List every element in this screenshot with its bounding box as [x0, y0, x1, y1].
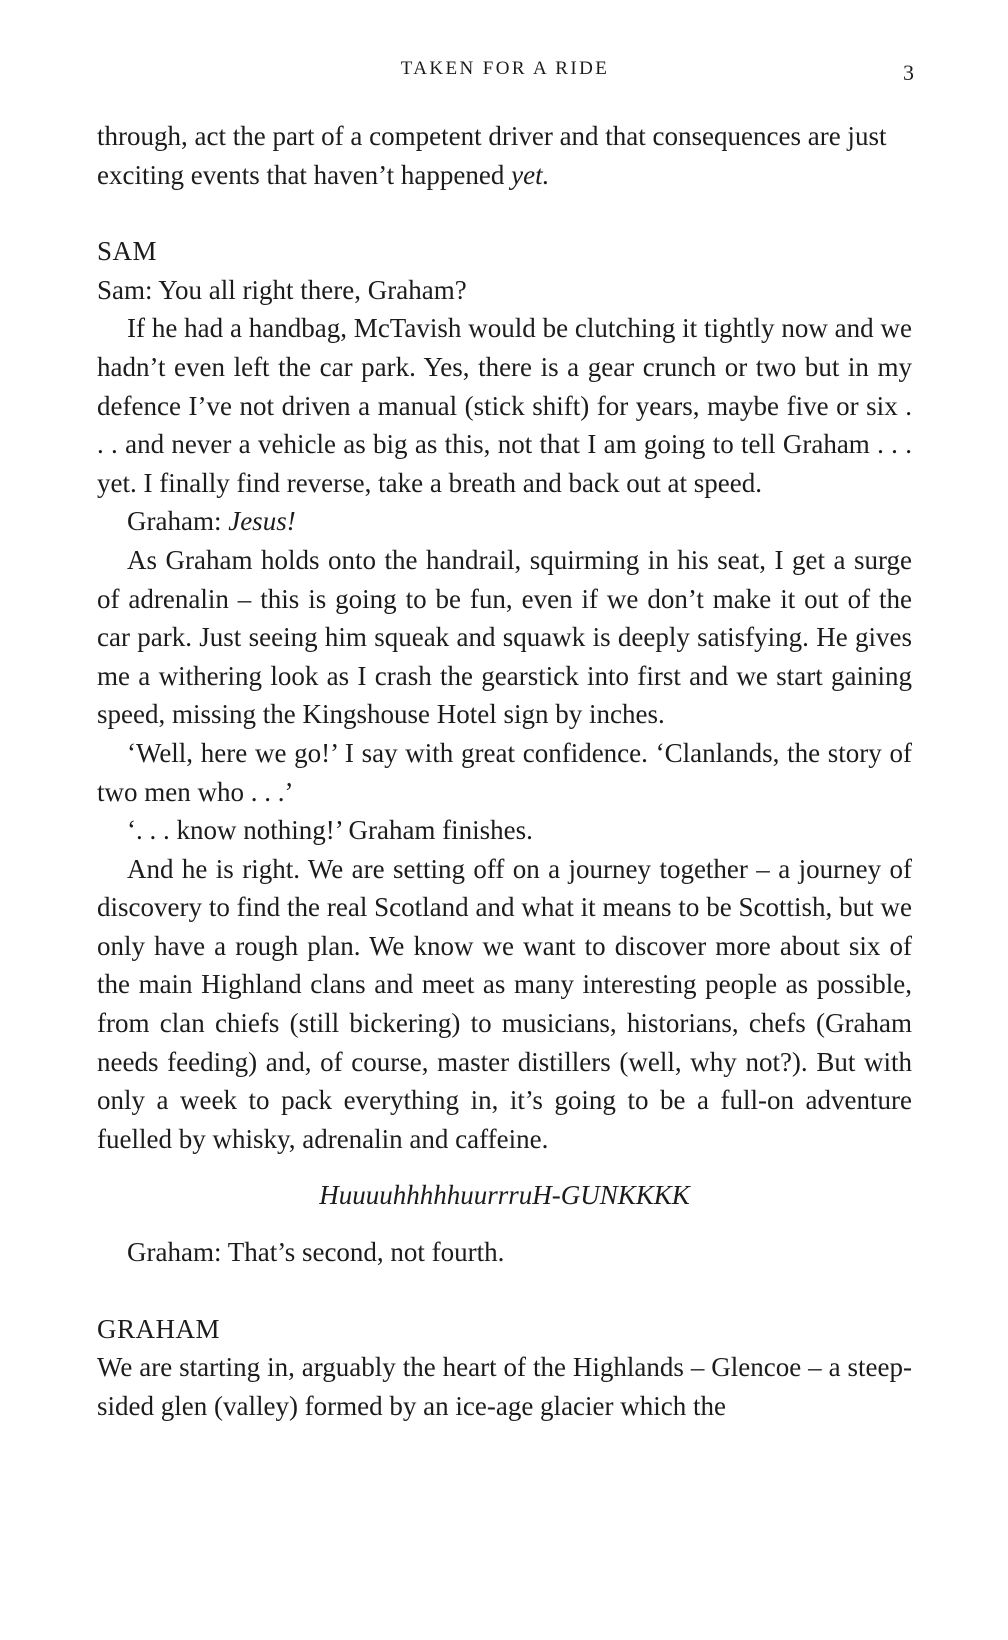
page-number: 3: [903, 60, 914, 85]
dialogue-speaker: Graham:: [127, 506, 229, 537]
opening-italic: yet.: [511, 159, 550, 190]
opening-text: through, act the part of a competent driver and that consequences are just exciting events that haven’t happened: [97, 121, 887, 190]
paragraph: If he had a handbag, McTavish would be clutching it tightly now and we hadn’t even left the car park. Yes, there is a gear crunch or two but in my defence I’ve not driven a manual (stick shift) for years, maybe five or six . . . and never a vehicle as big as this, not that I am going to tell Graham . . . yet. I finally find reverse, take a breath and back out at speed.: [97, 313, 912, 498]
paragraph: And he is right. We are setting off on a journey together – a journey of discovery to find the real Scotland and what it means to be Scottish, but we only have a rough plan. We know we want to discover more about six of the main Highland clans and meet as many interesting people as possible, from clan chiefs (still bickering) to musicians, historians, chefs (Graham needs feeding) and, of course, master distillers (well, why not?). But with only a week to pack everything in, it’s going to be a full-on adventure fuelled by whisky, adrenalin and caffeine.: [97, 853, 912, 1154]
opening-paragraph: [97, 117, 912, 194]
dialogue-line-graham: Graham: That’s second, not fourth.: [127, 1237, 505, 1268]
page-body: [97, 117, 912, 1425]
scene-gap: [97, 1215, 912, 1233]
dialogue-line-sam: Sam: You all right there, Graham?: [97, 274, 467, 305]
closing-paragraph: We are starting in, arguably the heart of the Highlands – Glencoe – a steep-sided glen (valley) formed by an ice-age glacier which the: [97, 1352, 912, 1421]
running-head: [96, 58, 914, 88]
paragraph: ‘. . . know nothing!’ Graham finishes.: [127, 815, 533, 846]
paragraph: ‘Well, here we go!’ I say with great confidence. ‘Clanlands, the story of two men who . . .’: [97, 737, 912, 807]
section-gap: [97, 1272, 912, 1310]
running-title: TAKEN FOR A RIDE: [400, 58, 610, 79]
section-heading-graham: GRAHAM: [97, 1313, 221, 1344]
section-heading-sam: SAM: [97, 236, 158, 267]
section-gap: [97, 194, 912, 232]
sound-effect: HuuuuhhhhhuurrruH-GUNKKKK: [319, 1180, 690, 1211]
paragraph: As Graham holds onto the handrail, squirming in his seat, I get a surge of adrenalin – this is going to be fun, even if we don’t make it out of the car park. Just seeing him squeak and squawk is deeply satisfying. He gives me a withering look as I crash the gearstick into first and we start gaining speed, missing the Kingshouse Hotel sign by inches.: [97, 544, 912, 730]
dialogue-line-graham: [97, 502, 912, 541]
dialogue-italic: Jesus!: [228, 506, 296, 537]
scene-gap: [97, 1158, 912, 1176]
